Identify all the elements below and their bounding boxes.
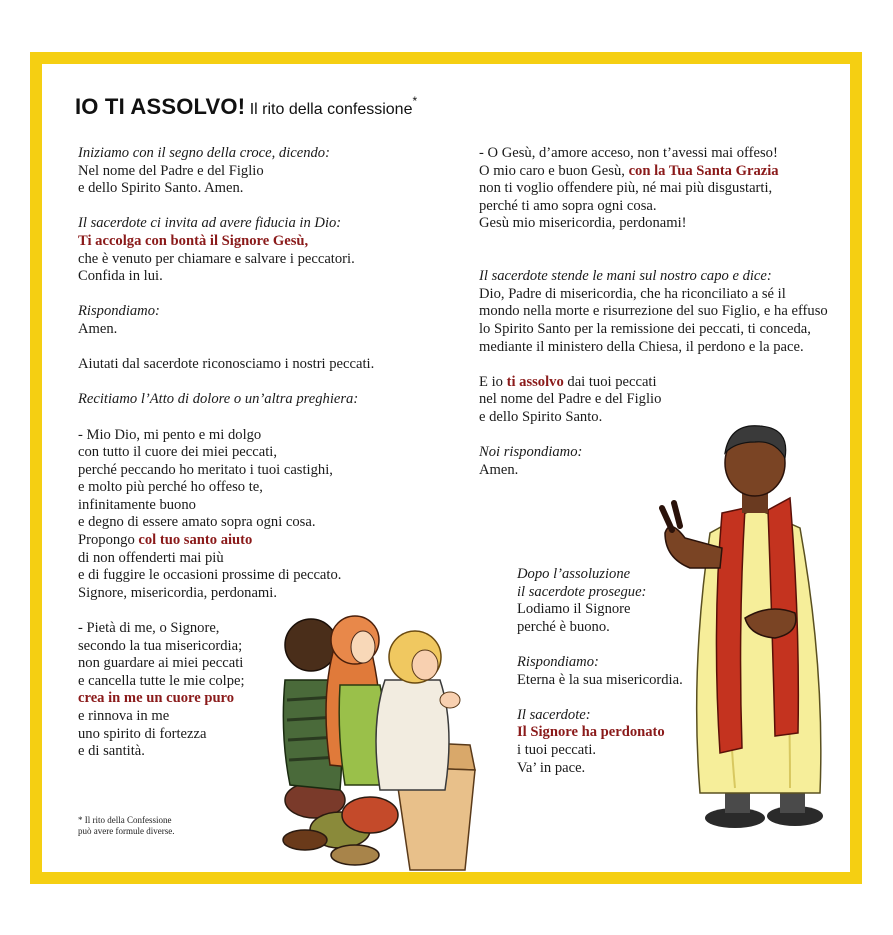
psalm-line: secondo la tua misericordia; bbox=[78, 637, 243, 654]
intro-sign-cross: Iniziamo con il segno della croce, dicendo: bbox=[78, 145, 330, 161]
highlight-text: ti assolvo bbox=[506, 373, 564, 390]
psalm-line: non guardare ai miei peccati bbox=[78, 655, 244, 672]
text-line: perché è buono. bbox=[517, 618, 610, 635]
text-line: Va’ in pace. bbox=[517, 759, 586, 776]
intro-respond: Rispondiamo: bbox=[78, 303, 160, 320]
footnote bbox=[78, 815, 174, 837]
prayer-line bbox=[479, 163, 828, 181]
highlight-text: Ti accolga con bontà il Signore Gesù, bbox=[78, 232, 309, 249]
intro-act-of-contrition: Recitiamo l’Atto di dolore o un’altra preghiera: bbox=[78, 391, 359, 408]
formula-text: dai tuoi peccati bbox=[563, 373, 657, 390]
title-main: IO TI ASSOLVO! bbox=[75, 94, 246, 119]
prayer-line: non ti voglio offendere più, né mai più disgustarti, bbox=[479, 180, 773, 197]
footnote-line: * Il rito della Confessione bbox=[78, 815, 172, 825]
psalm-line: e rinnova in me bbox=[78, 708, 170, 724]
absolution-line: lo Spirito Santo per la remissione dei peccati, ti conceda, bbox=[479, 320, 811, 337]
absolution-formula: nel nome del Padre e del Figlio bbox=[479, 391, 662, 408]
intro-after-absolution: Dopo l’assoluzione bbox=[517, 566, 631, 582]
psalm-line: e cancella tutte le mie colpe; bbox=[78, 672, 245, 689]
absolution-line: Dio, Padre di misericordia, che ha riconciliato a sé il bbox=[479, 285, 786, 302]
prayer-line: Gesù mio misericordia, perdonami! bbox=[479, 215, 687, 232]
absolution-line: mondo nella morte e risurrezione del suo Figlio, e ha effuso bbox=[479, 303, 828, 320]
absolution-formula bbox=[479, 374, 828, 392]
prayer-line: e di fuggire le occasioni prossime di peccato. bbox=[78, 567, 342, 584]
prayer-line: e molto più perché ho offeso te, bbox=[78, 479, 263, 496]
highlight-text: crea in me un cuore puro bbox=[78, 690, 235, 707]
page-title bbox=[75, 94, 417, 120]
prayer-line: e degno di essere amato sopra ogni cosa. bbox=[78, 514, 316, 531]
text-line: Amen. bbox=[78, 320, 118, 337]
formula-text: E io bbox=[479, 373, 507, 390]
prayer-line bbox=[78, 532, 374, 550]
text-line: e dello Spirito Santo. Amen. bbox=[78, 180, 244, 197]
title-star: * bbox=[412, 94, 418, 108]
prayer-line: Signore, misericordia, perdonami. bbox=[78, 584, 277, 601]
intro-we-respond: Noi rispondiamo: bbox=[479, 444, 583, 461]
prayer-line: con tutto il cuore dei miei peccati, bbox=[78, 444, 277, 461]
highlight-text: col tuo santo aiuto bbox=[138, 532, 253, 549]
intro-trust: Il sacerdote ci invita ad avere fiducia in Dio: bbox=[78, 215, 342, 232]
psalm-line: uno spirito di fortezza bbox=[78, 725, 207, 742]
text-line: Aiutati dal sacerdote riconosciamo i nostri peccati. bbox=[78, 356, 375, 373]
psalm-line: e di santità. bbox=[78, 743, 145, 760]
intro-absolution: Il sacerdote stende le mani sul nostro capo e dice: bbox=[479, 268, 772, 285]
text-line: i tuoi peccati. bbox=[517, 741, 597, 758]
text-line: Amen. bbox=[479, 461, 519, 478]
text-line: Lodiamo il Signore bbox=[517, 601, 631, 618]
prayer-line: - Mio Dio, mi pento e mi dolgo bbox=[78, 426, 262, 443]
prayer-line: infinitamente buono bbox=[78, 496, 196, 513]
prayer-line: di non offenderti mai più bbox=[78, 549, 224, 566]
text-line: che è venuto per chiamare e salvare i peccatori. bbox=[78, 250, 355, 267]
absolution-line: mediante il ministero della Chiesa, il perdono e la pace. bbox=[479, 338, 804, 355]
intro-after-absolution: il sacerdote prosegue: bbox=[517, 583, 647, 600]
prayer-text: O mio caro e buon Gesù, bbox=[479, 162, 629, 179]
text-line: Confida in lui. bbox=[78, 268, 163, 285]
prayer-text: Propongo bbox=[78, 532, 139, 549]
intro-respond: Rispondiamo: bbox=[517, 653, 599, 670]
title-sub: Il rito della confessione bbox=[249, 101, 413, 118]
highlight-text: Il Signore ha perdonato bbox=[517, 724, 665, 741]
intro-priest: Il sacerdote: bbox=[517, 706, 591, 723]
psalm-line: - Pietà di me, o Signore, bbox=[78, 620, 220, 637]
children-kneeling-illustration bbox=[245, 585, 490, 875]
priest-illustration bbox=[650, 418, 845, 838]
highlight-text: con la Tua Santa Grazia bbox=[628, 162, 779, 179]
prayer-line: perché ti amo sopra ogni cosa. bbox=[479, 197, 657, 214]
prayer-line: - O Gesù, d’amore acceso, non t’avessi mai offeso! bbox=[479, 145, 778, 161]
text-line: Nel nome del Padre e del Figlio bbox=[78, 162, 264, 179]
footnote-line: può avere formule diverse. bbox=[78, 826, 175, 836]
text-line: Eterna è la sua misericordia. bbox=[517, 671, 683, 688]
prayer-line: perché peccando ho meritato i tuoi castighi, bbox=[78, 461, 333, 478]
absolution-formula: e dello Spirito Santo. bbox=[479, 408, 603, 425]
